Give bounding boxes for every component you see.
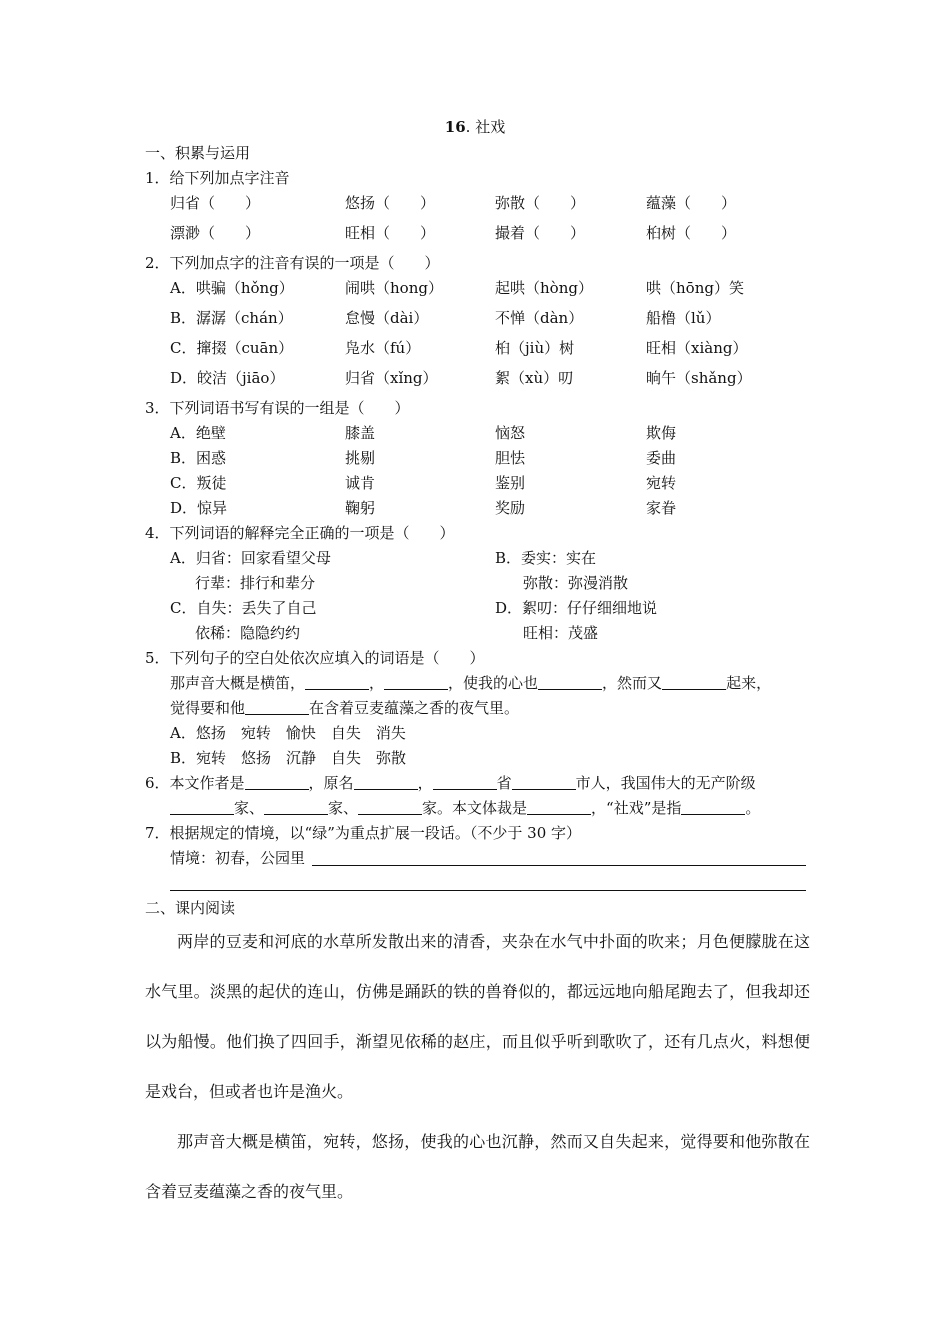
q5-option: B．宛转 悠扬 沉静 自失 弥散 xyxy=(170,749,407,767)
title-number: 16 xyxy=(444,118,466,136)
fill-blank[interactable] xyxy=(538,673,602,690)
q5-option: A．悠扬 宛转 愉快 自失 消失 xyxy=(170,724,406,742)
q2-option: 怠慢（dài） xyxy=(345,309,429,327)
q4-option-line: 依稀：隐隐约约 xyxy=(195,624,301,642)
section-heading-2: 二、课内阅读 xyxy=(145,899,236,917)
question-3-stem: 3．下列词语书写有误的一组是（ ） xyxy=(145,399,410,417)
fill-blank[interactable] xyxy=(358,798,422,815)
reading-paragraph-1: 两岸的豆麦和河底的水草所发散出来的清香，夹杂在水气中扑面的吹来；月色便朦胧在这水气里。淡黑的起伏的连山，仿佛是踊跃的铁的兽脊似的，都远远地向船尾跑去了，但我却还以为船慢。他们换了四回手，渐望见依稀的赵庄，而且似乎听到歌吹了，还有几点火，料想便是戏台，但或者也许是渔火。 xyxy=(145,932,810,1101)
q2-option: B．潺潺（chán） xyxy=(170,309,293,327)
q2-option: C．撺掇（cuān） xyxy=(170,339,294,357)
q1-item: 漂渺（ ） xyxy=(170,224,261,242)
q2-option: 归省（xǐng） xyxy=(345,369,438,387)
q4-option-line: 行辈：排行和辈分 xyxy=(195,574,316,592)
reading-paragraph-2: 那声音大概是横笛，宛转，悠扬，使我的心也沉静，然而又自失起来，觉得要和他弥散在含着豆麦蕴藻之香的夜气里。 xyxy=(145,1132,810,1201)
section-heading-1: 一、积累与运用 xyxy=(145,144,251,162)
q2-option: 晌午（shǎng） xyxy=(646,369,752,387)
question-1-stem: 1．给下列加点字注音 xyxy=(145,169,290,187)
q1-item: 蕴藻（ ） xyxy=(646,194,737,212)
q3-option: C．叛徒 xyxy=(170,474,227,492)
fill-blank[interactable] xyxy=(681,798,745,815)
q2-option: A．哄骗（hǒng） xyxy=(170,279,294,297)
q2-option: 不惮（dàn） xyxy=(495,309,584,327)
q4-option: D．絮叨：仔仔细细地说 xyxy=(495,599,658,617)
q5-sentence-line-2: 觉得要和他 在含着豆麦蕴藻之香的夜气里。 xyxy=(170,699,520,717)
fill-blank[interactable] xyxy=(264,798,328,815)
fill-blank[interactable] xyxy=(384,673,448,690)
question-2-stem: 2．下列加点字的注音有误的一项是（ ） xyxy=(145,254,440,272)
q3-option: 家眷 xyxy=(646,499,677,517)
fill-blank[interactable] xyxy=(354,773,418,790)
q1-item: 悠扬（ ） xyxy=(345,194,436,212)
q4-option: B．委实：实在 xyxy=(495,549,597,567)
q3-option: 挑剔 xyxy=(345,449,376,467)
q7-context: 情境：初春，公园里 xyxy=(170,849,306,867)
title-separator: . xyxy=(465,118,476,136)
question-6-line-1: 6．本文作者是 ，原名 ， 省 市人，我国伟大的无产阶级 xyxy=(145,774,756,792)
q3-option: B．困惑 xyxy=(170,449,227,467)
q1-item: 弥散（ ） xyxy=(495,194,586,212)
q3-option: 欺侮 xyxy=(646,424,677,442)
q5-sentence-line-1: 那声音大概是横笛， ， ，使我的心也 ，然而又 起来， xyxy=(170,674,772,692)
q3-option: A．绝壁 xyxy=(170,424,226,442)
q3-option: 鉴别 xyxy=(495,474,526,492)
page-title xyxy=(0,117,950,137)
q4-option: C．自失：丢失了自己 xyxy=(170,599,317,617)
q3-option: 奖励 xyxy=(495,499,526,517)
q3-option: 胆怯 xyxy=(495,449,526,467)
question-5-stem: 5．下列句子的空白处依次应填入的词语是（ ） xyxy=(145,649,485,667)
q3-option: 鞠躬 xyxy=(345,499,376,517)
q2-option: 桕（jiù）树 xyxy=(495,339,575,357)
q3-option: 宛转 xyxy=(646,474,677,492)
q1-item: 桕树（ ） xyxy=(646,224,737,242)
fill-blank[interactable] xyxy=(662,673,726,690)
q3-option: 膝盖 xyxy=(345,424,376,442)
q3-option: D．惊异 xyxy=(170,499,228,517)
q2-option: 絮（xù）叨 xyxy=(495,369,574,387)
fill-blank[interactable] xyxy=(245,698,309,715)
q4-option-line: 弥散：弥漫消散 xyxy=(523,574,629,592)
q3-option: 恼怒 xyxy=(495,424,526,442)
q2-option: 旺相（xiàng） xyxy=(646,339,748,357)
q1-item: 归省（ ） xyxy=(170,194,261,212)
q4-option: A．归省：回家看望父母 xyxy=(170,549,331,567)
q2-option: 哄（hōng）笑 xyxy=(646,279,744,297)
fill-blank[interactable] xyxy=(512,773,576,790)
fill-blank[interactable] xyxy=(527,798,591,815)
question-7-stem: 7．根据规定的情境，以“绿”为重点扩展一段话。（不少于 30 字） xyxy=(145,824,582,842)
q2-option: 闹哄（hong） xyxy=(345,279,443,297)
q3-option: 委曲 xyxy=(646,449,677,467)
q2-option: 凫水（fú） xyxy=(345,339,421,357)
fill-blank[interactable] xyxy=(245,773,309,790)
q2-option: 船橹（lǔ） xyxy=(646,309,721,327)
q1-item: 撮着（ ） xyxy=(495,224,586,242)
q2-option: D．皎洁（jiāo） xyxy=(170,369,285,387)
q1-item: 旺相（ ） xyxy=(345,224,436,242)
q2-option: 起哄（hòng） xyxy=(495,279,593,297)
fill-blank[interactable] xyxy=(305,673,369,690)
title-text: 社戏 xyxy=(475,118,506,136)
question-6-line-2: 家、 家、 家。本文体裁是 ，“社戏”是指 。 xyxy=(170,798,760,818)
answer-line[interactable] xyxy=(312,865,806,866)
fill-blank[interactable] xyxy=(433,773,497,790)
fill-blank[interactable] xyxy=(170,798,234,815)
question-4-stem: 4．下列词语的解释完全正确的一项是（ ） xyxy=(145,524,455,542)
q3-option: 诚肯 xyxy=(345,474,376,492)
q4-option-line: 旺相：茂盛 xyxy=(523,624,599,642)
answer-line[interactable] xyxy=(170,890,806,891)
